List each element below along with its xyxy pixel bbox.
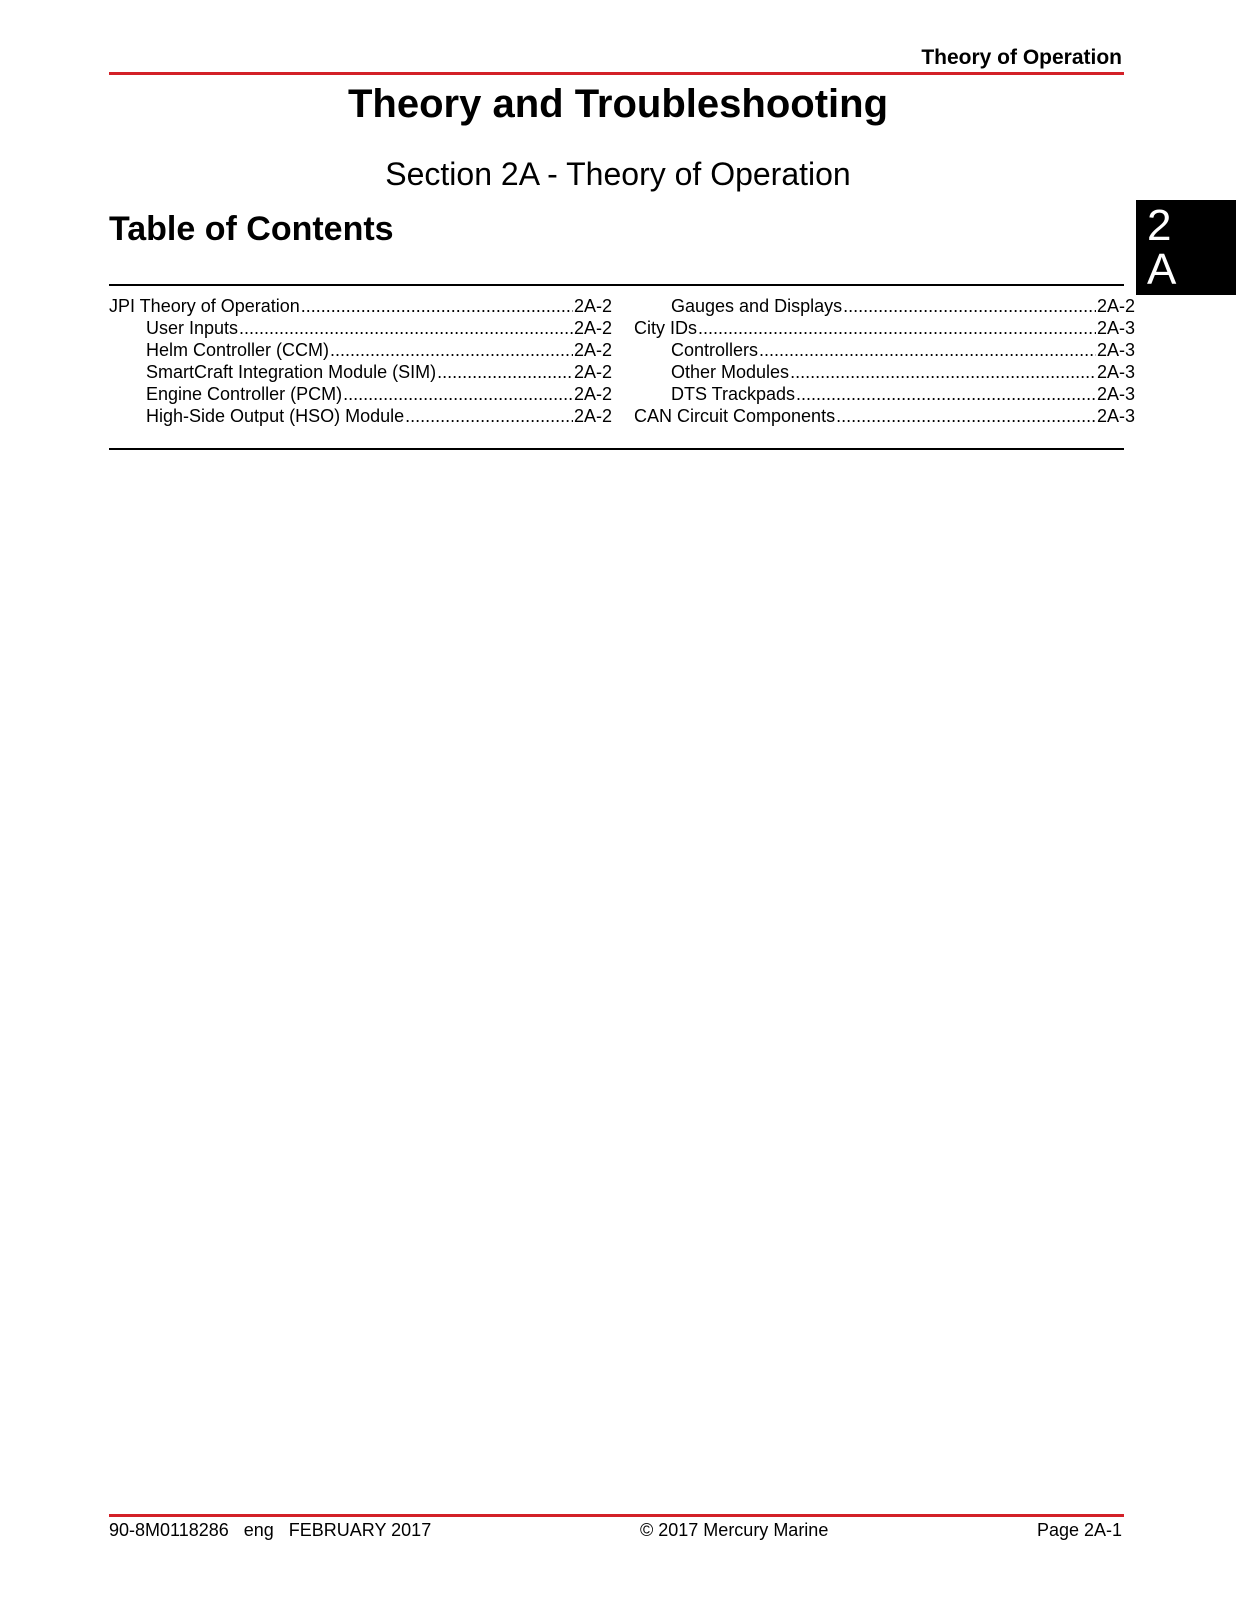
toc-entry-page: 2A-3 [1096,406,1135,426]
toc-entry[interactable] [634,405,1135,427]
toc-leader [239,317,573,339]
section-title: Section 2A - Theory of Operation [385,156,851,192]
toc-entry[interactable] [109,317,612,339]
toc-leader [790,361,1096,383]
toc-entry-label: Helm Controller (CCM) [146,340,330,360]
toc-entry-label: Controllers [671,340,759,360]
footer-doc-number: 90-8M0118286 eng FEBRUARY 2017 [109,1520,432,1540]
toc-entry[interactable] [109,383,612,405]
toc-entry[interactable] [634,317,1135,339]
toc-leader [405,405,573,427]
toc-entry-label: City IDs [634,318,697,338]
toc-left-column [109,295,612,427]
toc-leader [330,339,573,361]
footer-copyright: © 2017 Mercury Marine [640,1520,829,1540]
toc-entry[interactable] [634,361,1135,383]
toc-leader [437,361,573,383]
toc-top-rule [109,284,1124,286]
toc-bottom-rule [109,448,1124,450]
toc-leader [843,295,1096,317]
header-rule [109,72,1124,75]
toc-entry-page: 2A-3 [1096,340,1135,360]
toc-entry-page: 2A-2 [573,340,612,360]
toc-entry-label: JPI Theory of Operation [109,296,300,316]
section-tab-letter: A [1147,245,1177,294]
toc-entry-page: 2A-2 [573,296,612,316]
running-header: Theory of Operation [921,46,1122,69]
footer-page-number: Page 2A-1 [1036,1520,1122,1540]
toc-entry-page: 2A-2 [573,384,612,404]
toc-right-column [634,295,1135,427]
toc-leader [698,317,1096,339]
toc-entry[interactable] [109,361,612,383]
toc-entry-page: 2A-2 [1096,296,1135,316]
toc-entry-page: 2A-2 [573,318,612,338]
toc-entry[interactable] [109,405,612,427]
toc-heading: Table of Contents [109,210,394,248]
toc-entry[interactable] [634,295,1135,317]
toc-leader [301,295,573,317]
toc-leader [796,383,1096,405]
page-title: Theory and Troubleshooting [348,82,888,126]
footer-rule [109,1514,1124,1517]
toc-leader [836,405,1096,427]
toc-entry[interactable] [109,295,612,317]
toc-entry[interactable] [634,339,1135,361]
section-tab-number: 2 [1147,201,1172,250]
toc-entry-label: Gauges and Displays [671,296,843,316]
section-tab [1136,200,1236,295]
toc-entry-page: 2A-3 [1096,362,1135,382]
toc-entry-label: SmartCraft Integration Module (SIM) [146,362,437,382]
toc-leader [343,383,573,405]
toc-entry-page: 2A-3 [1096,318,1135,338]
toc-entry-page: 2A-3 [1096,384,1135,404]
toc-entry-label: User Inputs [146,318,239,338]
toc-entry[interactable] [634,383,1135,405]
toc-entry[interactable] [109,339,612,361]
toc-entry-label: Other Modules [671,362,790,382]
toc-entry-label: CAN Circuit Components [634,406,836,426]
toc-leader [759,339,1096,361]
toc-entry-label: Engine Controller (PCM) [146,384,343,404]
toc-entry-page: 2A-2 [573,406,612,426]
toc-entry-page: 2A-2 [573,362,612,382]
toc-entry-label: High-Side Output (HSO) Module [146,406,405,426]
toc-entry-label: DTS Trackpads [671,384,796,404]
